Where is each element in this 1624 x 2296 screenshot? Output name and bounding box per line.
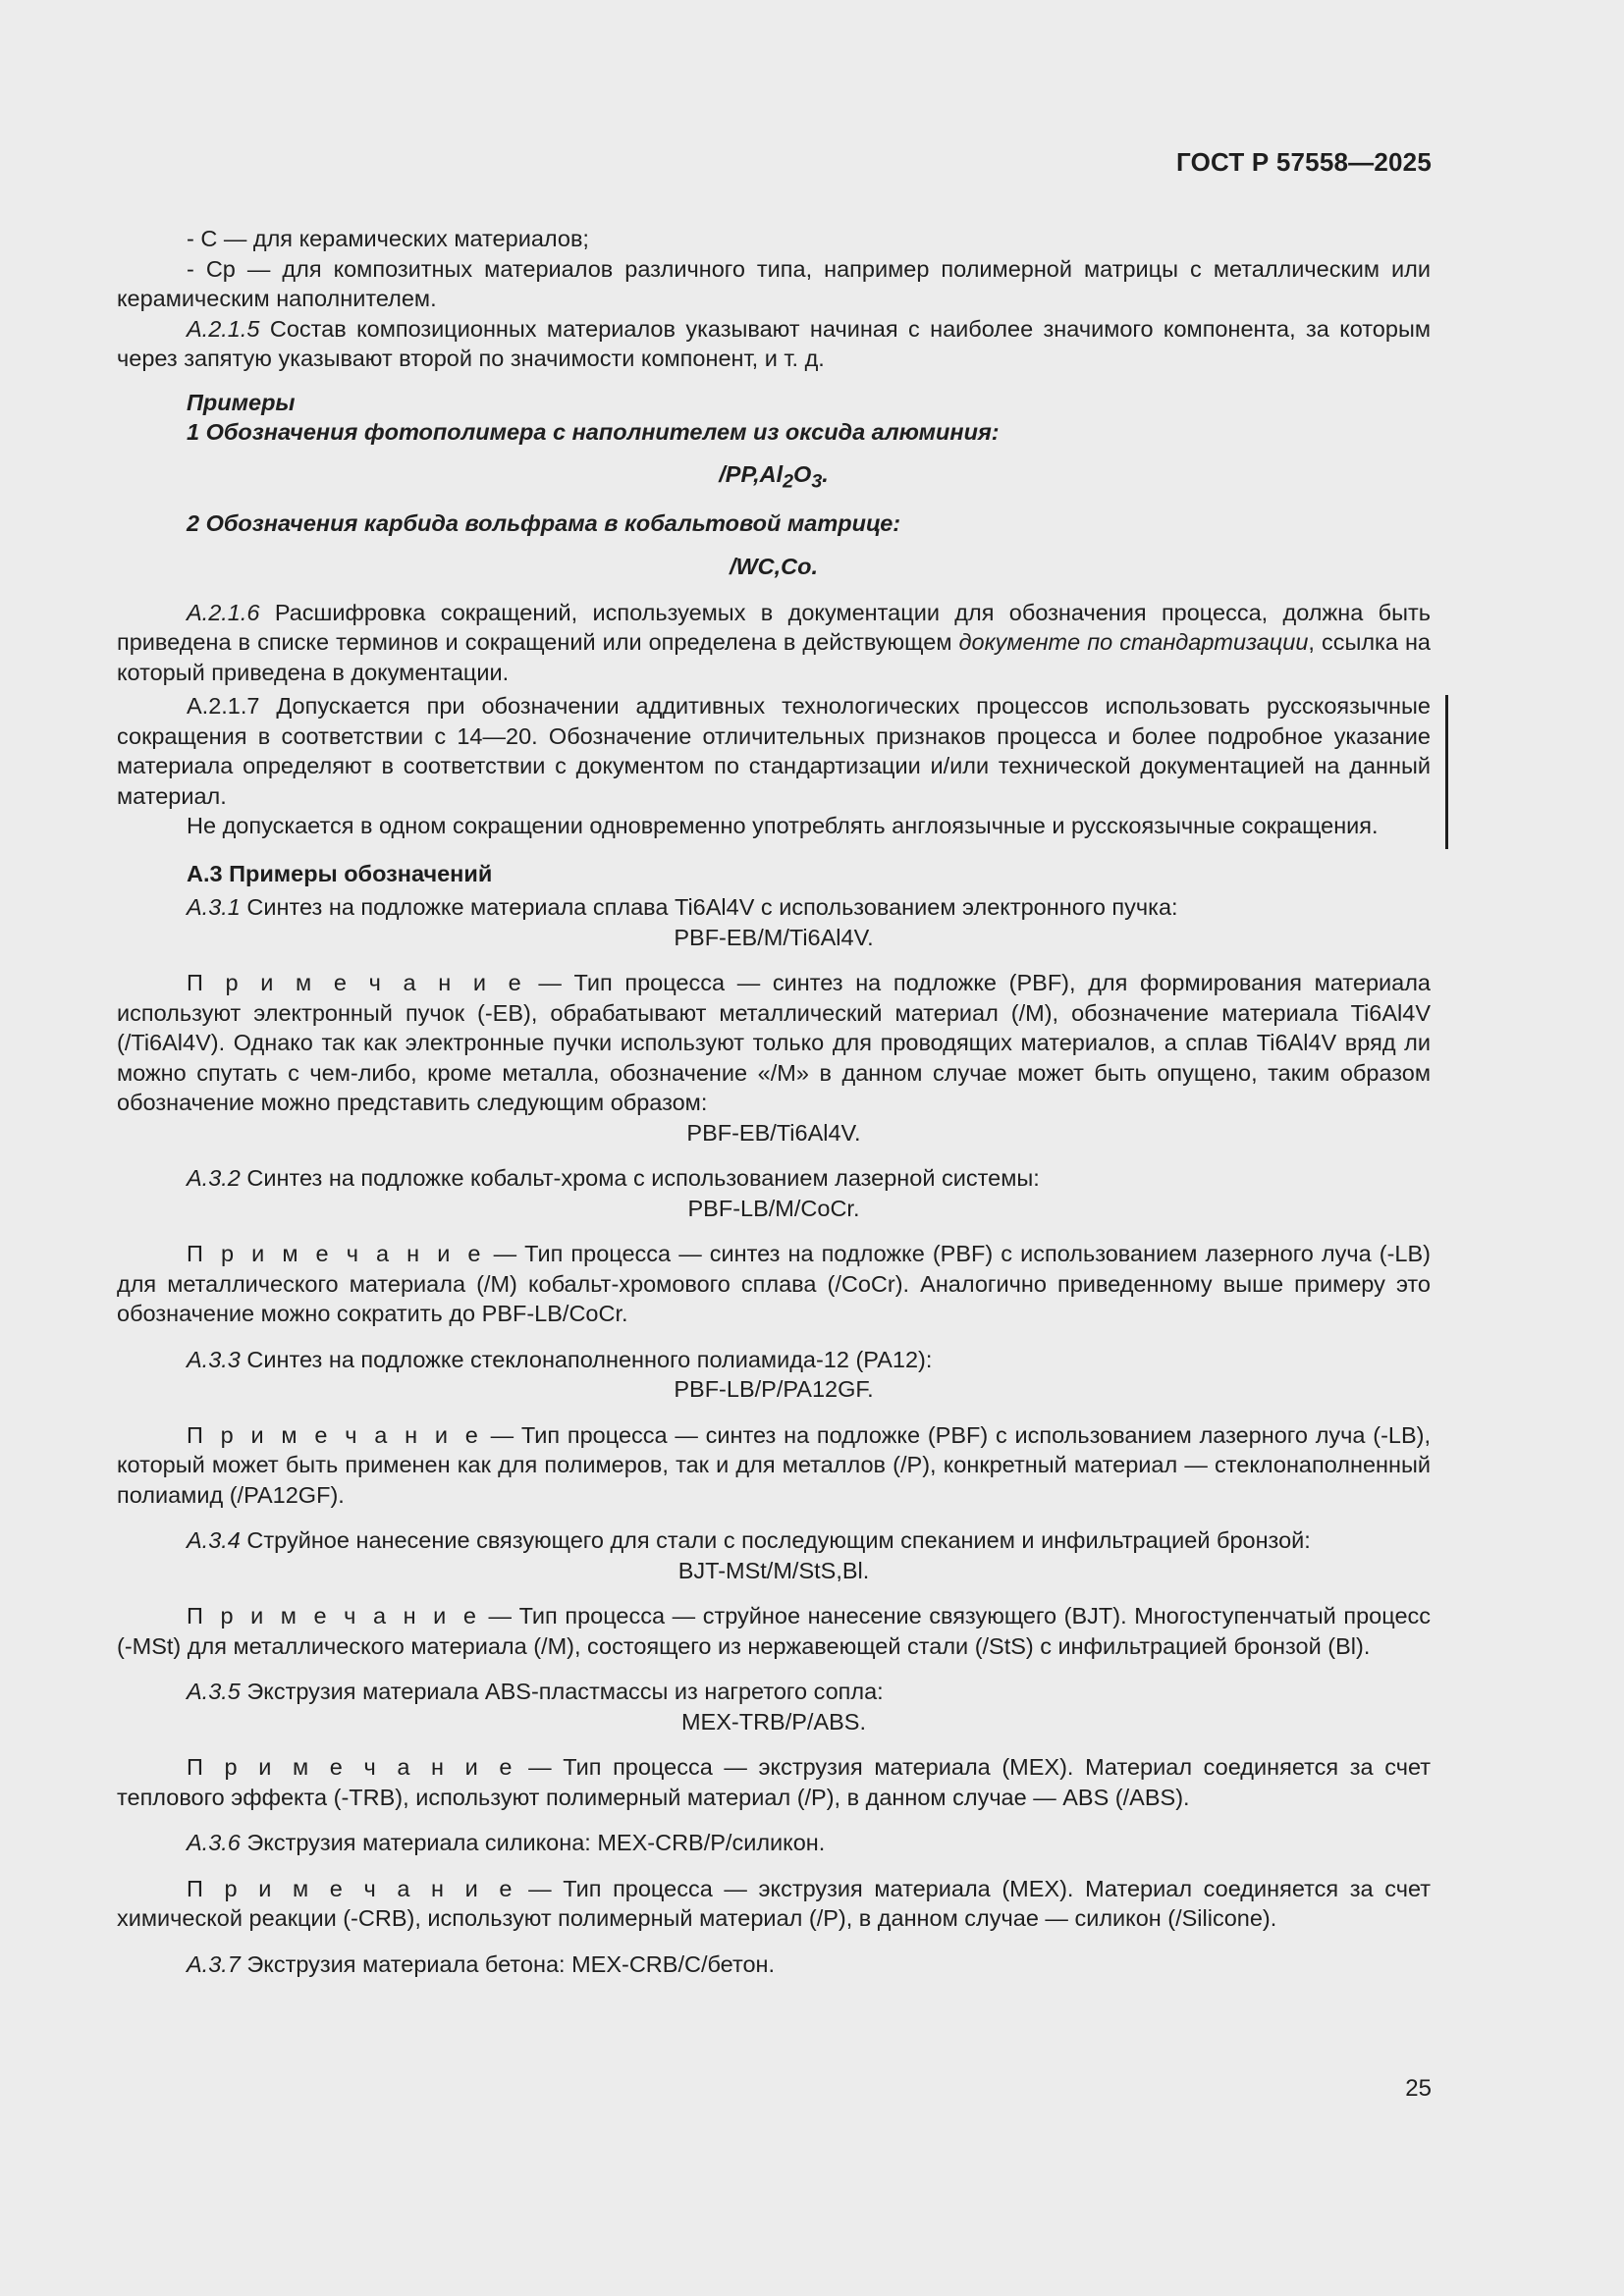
clause-a217-restriction: Не допускается в одном сокращении одновременно употреблять англоязычные и русскоязычные сокращения. [187, 813, 1379, 839]
note-a36: П р и м е ч а н и е — Тип процесса — экструзия материала (MEX). Материал соединяется за счет химической реакции (-CRB), используют полимерный материал (/P), в данном случае — силикон (/Silicone). [117, 1875, 1432, 1932]
italic-reference: документе по стандартизации [958, 629, 1309, 656]
example-1-caption: 1 Обозначения фотополимера с наполнителем из оксида алюминия: [187, 419, 1000, 445]
clause-a215 [117, 314, 1431, 374]
note-label: П р и м е ч а н и е [187, 1421, 483, 1448]
clause-text: Состав композиционных материалов указывают начиная с наиболее значимого компонента, за которым через запятую указывают второй по значимости компонент, и т. д. [117, 315, 1431, 371]
examples-title: Примеры [187, 389, 296, 415]
designation-code: PBF-LB/P/PA12GF. [674, 1376, 874, 1403]
note-a35: П р и м е ч а н и е — Тип процесса — экструзия материала (MEX). Материал соединяется за счет теплового эффекта (-TRB), используют полимерный материал (/P), в данном случае — ABS (/ABS). [117, 1754, 1432, 1810]
clause-a217: А.2.1.7 Допускается при обозначении аддитивных технологических процессов использовать русскоязычные сокращения в соответствии с 14—20. Обозначение отличительных признаков процесса и более подробное указание материала определяют в соответствии с документом по стандартизации и/или технической документацией на данный материал. [117, 693, 1431, 809]
note-label: П р и м е ч а н и е [187, 1603, 481, 1629]
note-a34: П р и м е ч а н и е — Тип процесса — струйное нанесение связующего (BJT). Многоступенчатый процесс (-MSt) для металлического материала (/M), состоящего из нержавеющей стали (/StS) с инфильтрацией бронзой (Bl). [117, 1603, 1432, 1659]
note-a33: П р и м е ч а н и е — Тип процесса — синтез на подложке (PBF) с использованием лазерного луча (-LB), который может быть применен как для полимеров, так и для металлов (/P), конкретный материал — стеклонаполненный полиамид (/PA12GF). [117, 1421, 1432, 1508]
example-2-caption: 2 Обозначения карбида вольфрама в кобальтовой матрице: [187, 509, 901, 536]
example-a31: А.3.1 Синтез на подложке материала сплава Ti6Al4V с использованием электронного пучка: [187, 894, 1178, 921]
formula-wc-co: /WC,Co. [729, 554, 819, 580]
revision-change-bar [1445, 695, 1448, 849]
example-a37: А.3.7 Экструзия материала бетона: MEX-CRB/C/бетон. [187, 1950, 776, 1977]
list-item-ceramic: - С — для керамических материалов; [187, 226, 589, 251]
example-a36: А.3.6 Экструзия материала силикона: MEX-CRB/P/силикон. [187, 1830, 826, 1856]
list-item-composite: - Ср — для композитных материалов различного типа, например полимерной матрицы с металлическим или керамическим наполнителем. [117, 255, 1431, 311]
note-label: П р и м е ч а н и е [187, 1754, 517, 1781]
note-label: П р и м е ч а н и е [187, 970, 526, 996]
example-a33: А.3.3 Синтез на подложке стеклонаполненного полиамида-12 (PA12): [187, 1346, 933, 1372]
clause-number: А.2.1.5 [187, 315, 260, 342]
section-heading-a3: А.3 Примеры обозначений [187, 860, 493, 886]
example-a32: А.3.2 Синтез на подложке кобальт-хрома с использованием лазерной системы: [187, 1165, 1040, 1192]
designation-code: PBF-LB/M/CoCr. [687, 1195, 860, 1221]
designation-code: PBF-EB/M/Ti6Al4V. [674, 924, 874, 950]
example-a34: А.3.4 Струйное нанесение связующего для стали с последующим спеканием и инфильтрацией бронзой: [187, 1527, 1311, 1554]
note-label: П р и м е ч а н и е [187, 1875, 517, 1901]
designation-code: BJT-MSt/M/StS,Bl. [677, 1557, 870, 1583]
example-a35: А.3.5 Экструзия материала ABS-пластмассы из нагретого сопла: [187, 1679, 884, 1705]
formula-pp-al2o3: $/PP,Al_2O_3$. [719, 460, 829, 493]
clause-number: А.2.1.6 [187, 599, 260, 625]
document-number-header: ГОСТ Р 57558—2025 [1176, 147, 1432, 177]
page-number: 25 [1405, 2075, 1432, 2102]
note-a31: П р и м е ч а н и е — Тип процесса — синтез на подложке (PBF), для формирования материала используют электронный пучок (-EB), обрабатывают металлический материал (/M), обозначение материала Ti6Al4V (/Ti6Al4V). Однако так как электронные пучки используют только для проводящих материалов, а сплав Ti6Al4V вряд ли можно спутать с чем-либо, кроме металла, обозначение «/M» в данном случае может быть опущено, таким образом обозначение можно представить следующим образом: [117, 970, 1431, 1116]
clause-a216: А.2.1.6 Расшифровка сокращений, используемых в документации для обозначения процесса, должна быть приведена в списке терминов и сокращений или определена в действующем документе по стандартизации, ссылка на который приведена в документации. [117, 599, 1431, 685]
note-a32: П р и м е ч а н и е — Тип процесса — синтез на подложке (PBF) с использованием лазерного луча (-LB) для металлического материала (/M) кобальт-хромового сплава (/CoCr). Аналогично приведенному выше примеру это обозначение можно сократить до PBF-LB/CoCr. [117, 1241, 1431, 1327]
designation-code: PBF-EB/Ti6Al4V. [686, 1119, 861, 1146]
designation-code: MEX-TRB/P/ABS. [680, 1708, 867, 1735]
page-content [117, 224, 1431, 1979]
note-label: П р и м е ч а н и е [187, 1241, 486, 1267]
